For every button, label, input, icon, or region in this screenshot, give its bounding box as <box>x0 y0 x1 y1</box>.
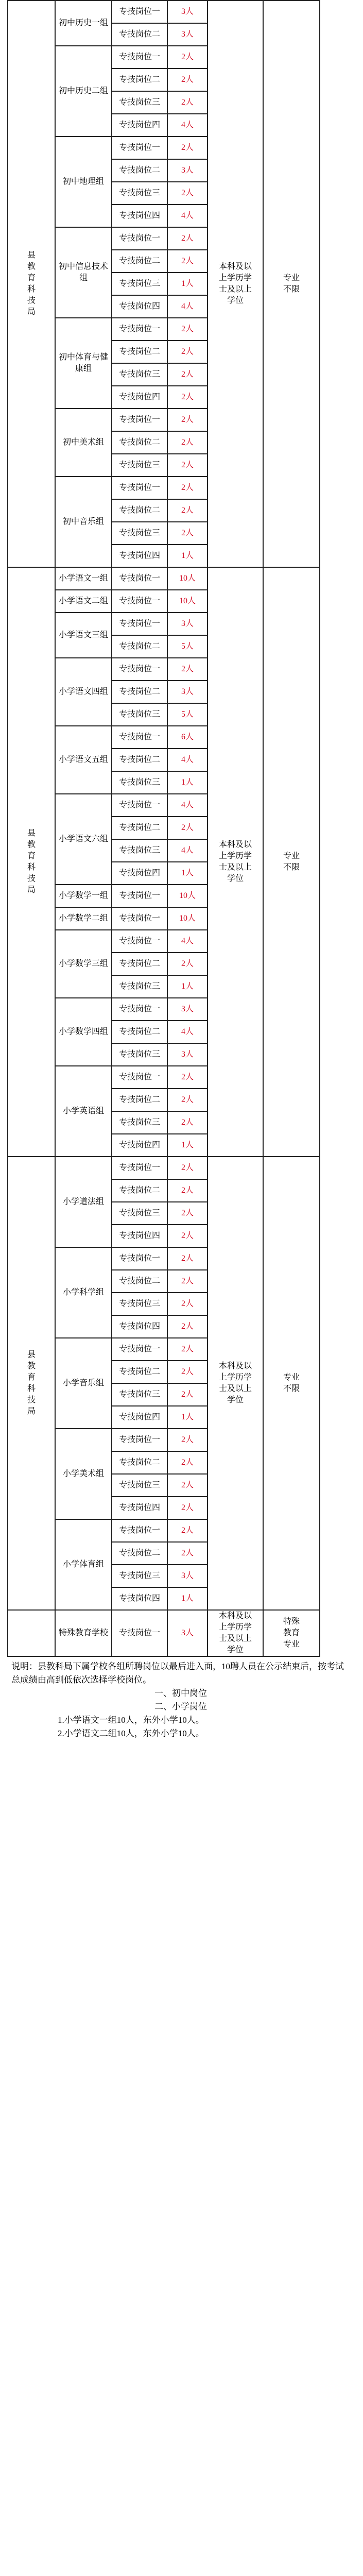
position-cell: 专技岗位二 <box>112 69 167 91</box>
headcount-cell: 3人 <box>167 159 208 182</box>
position-cell: 专技岗位一 <box>112 930 167 953</box>
position-cell: 专技岗位一 <box>112 1157 167 1179</box>
position-cell: 专技岗位三 <box>112 522 167 545</box>
headcount-cell: 1人 <box>167 1587 208 1610</box>
position-cell: 专技岗位一 <box>112 227 167 250</box>
position-cell: 专技岗位二 <box>112 499 167 522</box>
headcount-cell: 10人 <box>167 907 208 930</box>
headcount-cell: 10人 <box>167 885 208 907</box>
headcount-cell: 2人 <box>167 46 208 69</box>
position-cell: 专技岗位二 <box>112 1542 167 1565</box>
group-name-cell: 小学音乐组 <box>55 1338 112 1429</box>
headcount-cell: 2人 <box>167 1066 208 1089</box>
table-row <box>8 1610 355 1656</box>
headcount-cell: 2人 <box>167 1497 208 1519</box>
group-name-cell: 小学语文五组 <box>55 726 112 794</box>
position-cell: 专技岗位四 <box>112 1587 167 1610</box>
education-requirement-cell: 本科及以 上学历学 士及以上 学位 <box>208 1 263 567</box>
position-cell: 专技岗位三 <box>112 975 167 998</box>
headcount-cell: 3人 <box>167 681 208 703</box>
headcount-cell: 1人 <box>167 273 208 295</box>
department-cell: 县 教 育 科 技 局 <box>8 1 55 567</box>
position-cell: 专技岗位三 <box>112 1293 167 1315</box>
department-cell <box>8 1610 55 1656</box>
position-cell: 专技岗位三 <box>112 703 167 726</box>
position-cell: 专技岗位四 <box>112 1225 167 1247</box>
position-cell: 专技岗位二 <box>112 341 167 363</box>
headcount-cell: 2人 <box>167 1429 208 1451</box>
position-cell: 专技岗位一 <box>112 318 167 341</box>
headcount-cell: 1人 <box>167 545 208 567</box>
position-cell: 专技岗位一 <box>112 137 167 159</box>
headcount-cell: 2人 <box>167 227 208 250</box>
headcount-cell: 1人 <box>167 975 208 998</box>
explanation-note <box>7 1657 354 1740</box>
position-cell: 专技岗位三 <box>112 182 167 205</box>
position-cell: 专技岗位一 <box>112 567 167 590</box>
position-cell: 专技岗位二 <box>112 681 167 703</box>
headcount-cell: 2人 <box>167 1542 208 1565</box>
headcount-cell: 2人 <box>167 91 208 114</box>
position-table <box>7 0 355 1657</box>
group-name-cell: 初中地理组 <box>55 137 112 227</box>
headcount-cell: 2人 <box>167 1338 208 1361</box>
headcount-cell: 2人 <box>167 1451 208 1474</box>
headcount-cell: 2人 <box>167 1361 208 1383</box>
position-cell: 专技岗位二 <box>112 635 167 658</box>
headcount-cell: 2人 <box>167 1089 208 1111</box>
position-cell: 专技岗位四 <box>112 205 167 227</box>
headcount-cell: 2人 <box>167 363 208 386</box>
position-cell: 专技岗位一 <box>112 613 167 635</box>
headcount-cell: 2人 <box>167 499 208 522</box>
headcount-cell: 2人 <box>167 658 208 681</box>
note-line: 二、小学岗位 <box>154 1702 207 1711</box>
position-cell: 专技岗位一 <box>112 46 167 69</box>
headcount-cell: 2人 <box>167 1293 208 1315</box>
position-cell: 专技岗位二 <box>112 23 167 46</box>
headcount-cell: 2人 <box>167 1474 208 1497</box>
headcount-cell: 2人 <box>167 1270 208 1293</box>
position-cell: 专技岗位三 <box>112 273 167 295</box>
position-cell: 专技岗位二 <box>112 1451 167 1474</box>
department-cell: 县 教 育 科 技 局 <box>8 567 55 1157</box>
group-name-cell: 小学道法组 <box>55 1157 112 1247</box>
group-name-cell: 初中音乐组 <box>55 477 112 567</box>
education-requirement-cell: 本科及以 上学历学 士及以上 学位 <box>208 1610 263 1656</box>
headcount-cell: 2人 <box>167 1315 208 1338</box>
position-cell: 专技岗位一 <box>112 590 167 613</box>
group-name-cell: 特殊教育学校 <box>55 1610 112 1656</box>
headcount-cell: 4人 <box>167 1021 208 1043</box>
headcount-cell: 4人 <box>167 295 208 318</box>
headcount-cell: 2人 <box>167 182 208 205</box>
major-requirement-cell: 特殊 教育 专业 <box>263 1610 320 1656</box>
group-name-cell: 小学数学二组 <box>55 907 112 930</box>
position-cell: 专技岗位四 <box>112 386 167 409</box>
position-cell: 专技岗位二 <box>112 250 167 273</box>
headcount-cell: 2人 <box>167 1157 208 1179</box>
note-line: 说明：县教科局下属学校各组所聘岗位以最后进入面，10聘人员在公示结束后，按考试总成绩由高到低依次选择学校岗位。 <box>11 1662 344 1685</box>
table-row <box>8 567 355 590</box>
headcount-cell: 2人 <box>167 1519 208 1542</box>
group-name-cell: 小学语文一组 <box>55 567 112 590</box>
position-cell: 专技岗位二 <box>112 953 167 975</box>
position-cell: 专技岗位一 <box>112 1247 167 1270</box>
position-cell: 专技岗位一 <box>112 1338 167 1361</box>
group-name-cell: 初中历史二组 <box>55 46 112 137</box>
position-cell: 专技岗位二 <box>112 431 167 454</box>
major-requirement-cell: 专业 不限 <box>263 1 320 567</box>
headcount-cell: 4人 <box>167 205 208 227</box>
position-cell: 专技岗位一 <box>112 477 167 499</box>
headcount-cell: 3人 <box>167 1 208 23</box>
headcount-cell: 3人 <box>167 1610 208 1656</box>
position-cell: 专技岗位二 <box>112 1089 167 1111</box>
position-cell: 专技岗位一 <box>112 1519 167 1542</box>
position-cell: 专技岗位三 <box>112 1202 167 1225</box>
headcount-cell: 10人 <box>167 567 208 590</box>
position-cell: 专技岗位三 <box>112 363 167 386</box>
group-name-cell: 小学体育组 <box>55 1519 112 1610</box>
education-requirement-cell: 本科及以 上学历学 士及以上 学位 <box>208 1157 263 1610</box>
position-cell: 专技岗位一 <box>112 907 167 930</box>
position-cell: 专技岗位一 <box>112 885 167 907</box>
major-requirement-cell: 专业 不限 <box>263 567 320 1157</box>
headcount-cell: 2人 <box>167 1225 208 1247</box>
headcount-cell: 2人 <box>167 341 208 363</box>
headcount-cell: 1人 <box>167 1134 208 1157</box>
position-cell: 专技岗位二 <box>112 1179 167 1202</box>
headcount-cell: 4人 <box>167 839 208 862</box>
major-requirement-cell: 专业 不限 <box>263 1157 320 1610</box>
group-name-cell: 小学语文三组 <box>55 613 112 658</box>
headcount-cell: 6人 <box>167 726 208 749</box>
group-name-cell: 初中体育与健康组 <box>55 318 112 409</box>
headcount-cell: 10人 <box>167 590 208 613</box>
position-cell: 专技岗位四 <box>112 862 167 885</box>
headcount-cell: 3人 <box>167 1043 208 1066</box>
note-line: 一、初中岗位 <box>154 1688 207 1698</box>
group-name-cell: 初中信息技术组 <box>55 227 112 318</box>
position-cell: 专技岗位二 <box>112 159 167 182</box>
headcount-cell: 2人 <box>167 409 208 431</box>
headcount-cell: 3人 <box>167 23 208 46</box>
position-cell: 专技岗位四 <box>112 1315 167 1338</box>
table-row <box>8 1157 355 1179</box>
group-name-cell: 小学语文四组 <box>55 658 112 726</box>
position-cell: 专技岗位一 <box>112 726 167 749</box>
headcount-cell: 4人 <box>167 794 208 817</box>
position-cell: 专技岗位三 <box>112 1474 167 1497</box>
position-cell: 专技岗位一 <box>112 1610 167 1656</box>
position-cell: 专技岗位二 <box>112 749 167 771</box>
headcount-cell: 2人 <box>167 431 208 454</box>
position-cell: 专技岗位四 <box>112 545 167 567</box>
position-cell: 专技岗位二 <box>112 1270 167 1293</box>
education-requirement-cell: 本科及以 上学历学 士及以上 学位 <box>208 567 263 1157</box>
headcount-cell: 3人 <box>167 613 208 635</box>
headcount-cell: 2人 <box>167 817 208 839</box>
note-line: 1.小学语文一组10人，东外小学10人。 <box>58 1715 204 1725</box>
position-cell: 专技岗位二 <box>112 817 167 839</box>
position-cell: 专技岗位四 <box>112 1406 167 1429</box>
headcount-cell: 4人 <box>167 749 208 771</box>
headcount-cell: 1人 <box>167 862 208 885</box>
headcount-cell: 4人 <box>167 930 208 953</box>
position-cell: 专技岗位三 <box>112 91 167 114</box>
note-line: 2.小学语文二组10人，东外小学10人。 <box>58 1728 204 1738</box>
position-cell: 专技岗位三 <box>112 771 167 794</box>
headcount-cell: 3人 <box>167 1565 208 1587</box>
headcount-cell: 1人 <box>167 771 208 794</box>
headcount-cell: 2人 <box>167 953 208 975</box>
group-name-cell: 小学科学组 <box>55 1247 112 1338</box>
group-name-cell: 初中历史一组 <box>55 1 112 46</box>
group-name-cell: 小学美术组 <box>55 1429 112 1519</box>
headcount-cell: 2人 <box>167 1179 208 1202</box>
group-name-cell: 小学数学三组 <box>55 930 112 998</box>
position-cell: 专技岗位三 <box>112 1565 167 1587</box>
headcount-cell: 2人 <box>167 522 208 545</box>
position-cell: 专技岗位二 <box>112 1021 167 1043</box>
headcount-cell: 2人 <box>167 454 208 477</box>
headcount-cell: 2人 <box>167 318 208 341</box>
position-cell: 专技岗位一 <box>112 1 167 23</box>
group-name-cell: 小学语文六组 <box>55 794 112 885</box>
position-cell: 专技岗位一 <box>112 794 167 817</box>
position-cell: 专技岗位二 <box>112 1361 167 1383</box>
table-row <box>8 1 355 23</box>
position-cell: 专技岗位一 <box>112 409 167 431</box>
group-name-cell: 小学语文二组 <box>55 590 112 613</box>
headcount-cell: 2人 <box>167 69 208 91</box>
position-cell: 专技岗位一 <box>112 658 167 681</box>
position-cell: 专技岗位三 <box>112 454 167 477</box>
position-cell: 专技岗位四 <box>112 114 167 137</box>
department-cell: 县 教 育 科 技 局 <box>8 1157 55 1610</box>
headcount-cell: 3人 <box>167 998 208 1021</box>
position-cell: 专技岗位三 <box>112 839 167 862</box>
headcount-cell: 4人 <box>167 114 208 137</box>
headcount-cell: 2人 <box>167 137 208 159</box>
group-name-cell: 小学数学一组 <box>55 885 112 907</box>
headcount-cell: 2人 <box>167 386 208 409</box>
headcount-cell: 1人 <box>167 1406 208 1429</box>
recruitment-table-page <box>7 0 354 1740</box>
position-cell: 专技岗位一 <box>112 1066 167 1089</box>
headcount-cell: 2人 <box>167 1111 208 1134</box>
headcount-cell: 2人 <box>167 250 208 273</box>
group-name-cell: 小学英语组 <box>55 1066 112 1157</box>
position-cell: 专技岗位四 <box>112 1497 167 1519</box>
position-cell: 专技岗位四 <box>112 295 167 318</box>
headcount-cell: 2人 <box>167 1247 208 1270</box>
headcount-cell: 2人 <box>167 477 208 499</box>
position-cell: 专技岗位三 <box>112 1043 167 1066</box>
headcount-cell: 2人 <box>167 1202 208 1225</box>
position-cell: 专技岗位一 <box>112 1429 167 1451</box>
headcount-cell: 5人 <box>167 635 208 658</box>
headcount-cell: 2人 <box>167 1383 208 1406</box>
headcount-cell: 5人 <box>167 703 208 726</box>
position-cell: 专技岗位四 <box>112 1134 167 1157</box>
position-cell: 专技岗位三 <box>112 1111 167 1134</box>
position-cell: 专技岗位一 <box>112 998 167 1021</box>
group-name-cell: 初中美术组 <box>55 409 112 477</box>
group-name-cell: 小学数学四组 <box>55 998 112 1066</box>
position-cell: 专技岗位三 <box>112 1383 167 1406</box>
